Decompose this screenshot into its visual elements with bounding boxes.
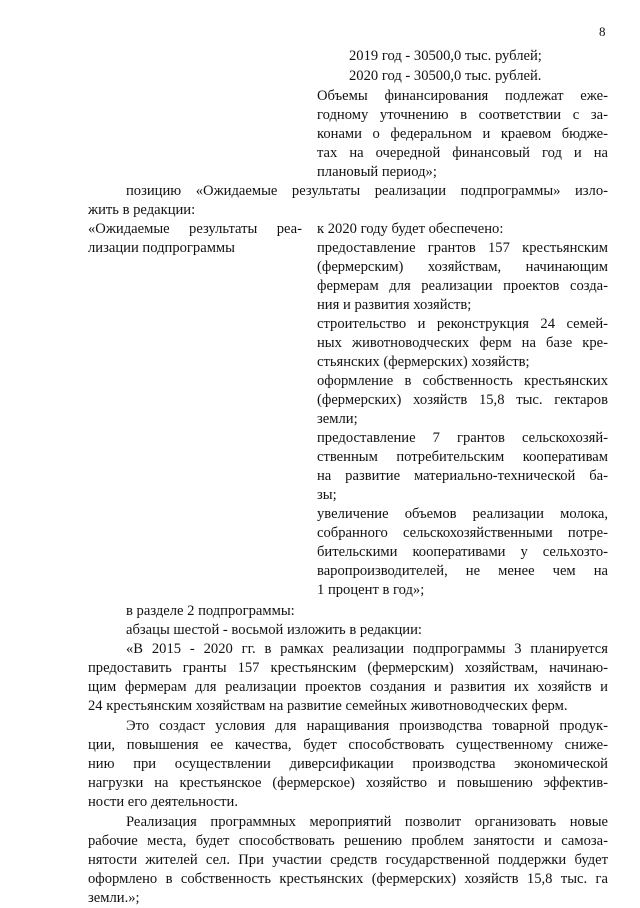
text-line: конами о федеральном и краевом бюдже- <box>317 126 608 142</box>
paragraph-2 <box>88 717 608 812</box>
text-line: Реализация программных мероприятий позволит организовать новые <box>126 814 608 830</box>
text-line: бительскими кооперативами у сельхозто- <box>317 544 608 560</box>
text-line: рабочие места, будет способствовать решению проблем занятости и самоза- <box>88 833 608 849</box>
text-line: (фермерских) хозяйств 15,8 тыс. гектаров <box>317 392 608 408</box>
text-line: 24 крестьянским хозяйствам на развитие семейных животноводческих ферм. <box>88 698 568 714</box>
funding-2019: 2019 год - 30500,0 тыс. рублей; <box>349 48 542 64</box>
position-intro-line1: позицию «Ожидаемые результаты реализации подпрограммы» изло- <box>126 183 608 199</box>
page-number: 8 <box>599 24 606 39</box>
funding-note <box>317 87 608 182</box>
paragraph-3 <box>88 813 608 908</box>
text-line: плановый период»; <box>317 164 437 180</box>
text-line: лизации подпрограммы <box>88 240 235 256</box>
text-line: оформление в собственность крестьянских <box>317 373 608 389</box>
text-line: ции, повышения ее качества, будет способствовать существенному сниже- <box>88 737 608 753</box>
paragraphs-intro: абзацы шестой - восьмой изложить в редакции: <box>126 622 422 638</box>
text-line: ственным потребительским кооперативам <box>317 449 608 465</box>
text-line: зы; <box>317 487 337 503</box>
table-left-cell <box>88 220 302 258</box>
text-line: предоставление грантов 157 крестьянским <box>317 240 608 256</box>
section2-heading: в разделе 2 подпрограммы: <box>126 603 295 619</box>
text-line: ности его деятельности. <box>88 794 239 810</box>
funding-2020: 2020 год - 30500,0 тыс. рублей. <box>349 68 542 84</box>
text-line: нагрузки на крестьянское (фермерское) хозяйство и повышению эффектив- <box>88 775 608 791</box>
text-line: «Ожидаемые результаты реа- <box>88 221 302 237</box>
text-line: земли; <box>317 411 358 427</box>
text-line: тах на очередной финансовый год и на <box>317 145 608 161</box>
text-line: 1 процент в год»; <box>317 582 425 598</box>
text-line: «В 2015 - 2020 гг. в рамках реализации подпрограммы 3 планируется <box>126 641 608 657</box>
text-line: щим фермерам для реализации проектов создания и развития их хозяйств и <box>88 679 608 695</box>
table-right-cell <box>317 220 608 600</box>
text-line: собранного сельскохозяйственными потре- <box>317 525 608 541</box>
text-line: Объемы финансирования подлежат еже- <box>317 88 608 104</box>
text-line: ния и развития хозяйств; <box>317 297 472 313</box>
text-line: фермерам для реализации проектов созда- <box>317 278 608 294</box>
text-line: предоставление 7 грантов сельскохозяй- <box>317 430 608 446</box>
paragraph-1 <box>88 640 608 716</box>
text-line: (фермерским) хозяйствам, начинающим <box>317 259 608 275</box>
text-line: годному уточнению в соответствии с за- <box>317 107 608 123</box>
text-line: оформлено в собственность крестьянских (фермерских) хозяйств 15,8 тыс. га <box>88 871 608 887</box>
text-line: ных животноводческих ферм на базе кре- <box>317 335 608 351</box>
text-line: предоставить гранты 157 крестьянским (фермерским) хозяйствам, начинаю- <box>88 660 608 676</box>
text-line: строительство и реконструкция 24 семей- <box>317 316 608 332</box>
text-line: земли.»; <box>88 890 140 906</box>
text-line: стьянских (фермерских) хозяйств; <box>317 354 530 370</box>
position-intro-line2: жить в редакции: <box>88 202 196 218</box>
text-line: нию при осуществлении диверсификации производства экономической <box>88 756 608 772</box>
text-line: Это создаст условия для наращивания производства товарной продук- <box>126 718 608 734</box>
text-line: на развитие материально-технической ба- <box>317 468 608 484</box>
text-line: увеличение объемов реализации молока, <box>317 506 608 522</box>
text-line: к 2020 году будет обеспечено: <box>317 221 504 237</box>
text-line: варопроизводителей, не менее чем на <box>317 563 608 579</box>
text-line: нятости жителей сел. При участии средств государственной поддержки будет <box>88 852 608 868</box>
